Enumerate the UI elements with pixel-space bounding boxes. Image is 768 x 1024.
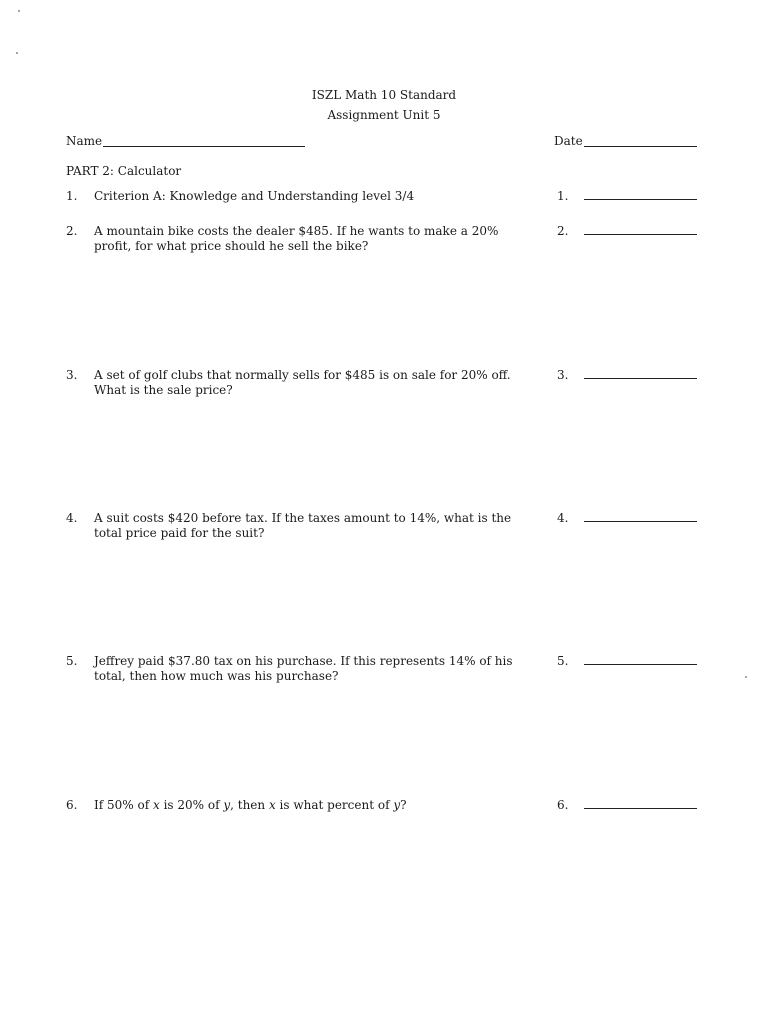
answer-field[interactable] — [584, 521, 697, 522]
question-number: 2. — [66, 224, 78, 238]
question-number: 5. — [66, 654, 78, 668]
variable-x: x — [152, 798, 160, 812]
answer-field[interactable] — [584, 199, 697, 200]
question-text-part: is what percent of — [275, 798, 394, 812]
answer-field[interactable] — [584, 664, 697, 665]
question-text: A set of golf clubs that normally sells for $485 is on sale for 20% off. What is the sale price? — [94, 368, 511, 397]
question-text-part: ? — [400, 798, 407, 812]
answer-field[interactable] — [584, 808, 697, 809]
answer-number: 3. — [557, 368, 569, 382]
question-number: 3. — [66, 368, 78, 382]
scan-mark — [18, 10, 20, 12]
answer-number: 6. — [557, 798, 569, 812]
question-number: 4. — [66, 511, 78, 525]
question-number: 1. — [66, 189, 78, 203]
question-text — [94, 798, 534, 813]
date-field[interactable] — [584, 146, 697, 147]
question-text-part: , then — [230, 798, 269, 812]
variable-x: x — [268, 798, 276, 812]
answer-number: 4. — [557, 511, 569, 525]
answer-field[interactable] — [584, 234, 697, 235]
variable-y: y — [223, 798, 231, 812]
scan-mark — [745, 676, 747, 678]
question-text: Jeffrey paid $37.80 tax on his purchase. If this represents 14% of his total, then how much was his purchase? — [94, 654, 513, 683]
scan-mark — [16, 52, 18, 54]
date-label: Date — [554, 134, 583, 148]
variable-y: y — [393, 798, 401, 812]
question-text: Criterion A: Knowledge and Understanding level 3/4 — [94, 189, 415, 203]
section-title: PART 2: Calculator — [66, 164, 182, 178]
question-text-part: is 20% of — [159, 798, 224, 812]
answer-number: 5. — [557, 654, 569, 668]
name-label: Name — [66, 134, 103, 148]
name-field[interactable] — [103, 146, 305, 147]
question-number: 6. — [66, 798, 78, 812]
question-text: A mountain bike costs the dealer $485. If he wants to make a 20% profit, for what price should he sell the bike? — [94, 224, 499, 253]
question-text: A suit costs $420 before tax. If the taxes amount to 14%, what is the total price paid for the suit? — [94, 511, 512, 540]
question-text-part: If 50% of — [94, 798, 153, 812]
answer-number: 2. — [557, 224, 569, 238]
answer-number: 1. — [557, 189, 569, 203]
course-title: ISZL Math 10 Standard — [311, 88, 457, 102]
assignment-title: Assignment Unit 5 — [327, 108, 441, 122]
answer-field[interactable] — [584, 378, 697, 379]
